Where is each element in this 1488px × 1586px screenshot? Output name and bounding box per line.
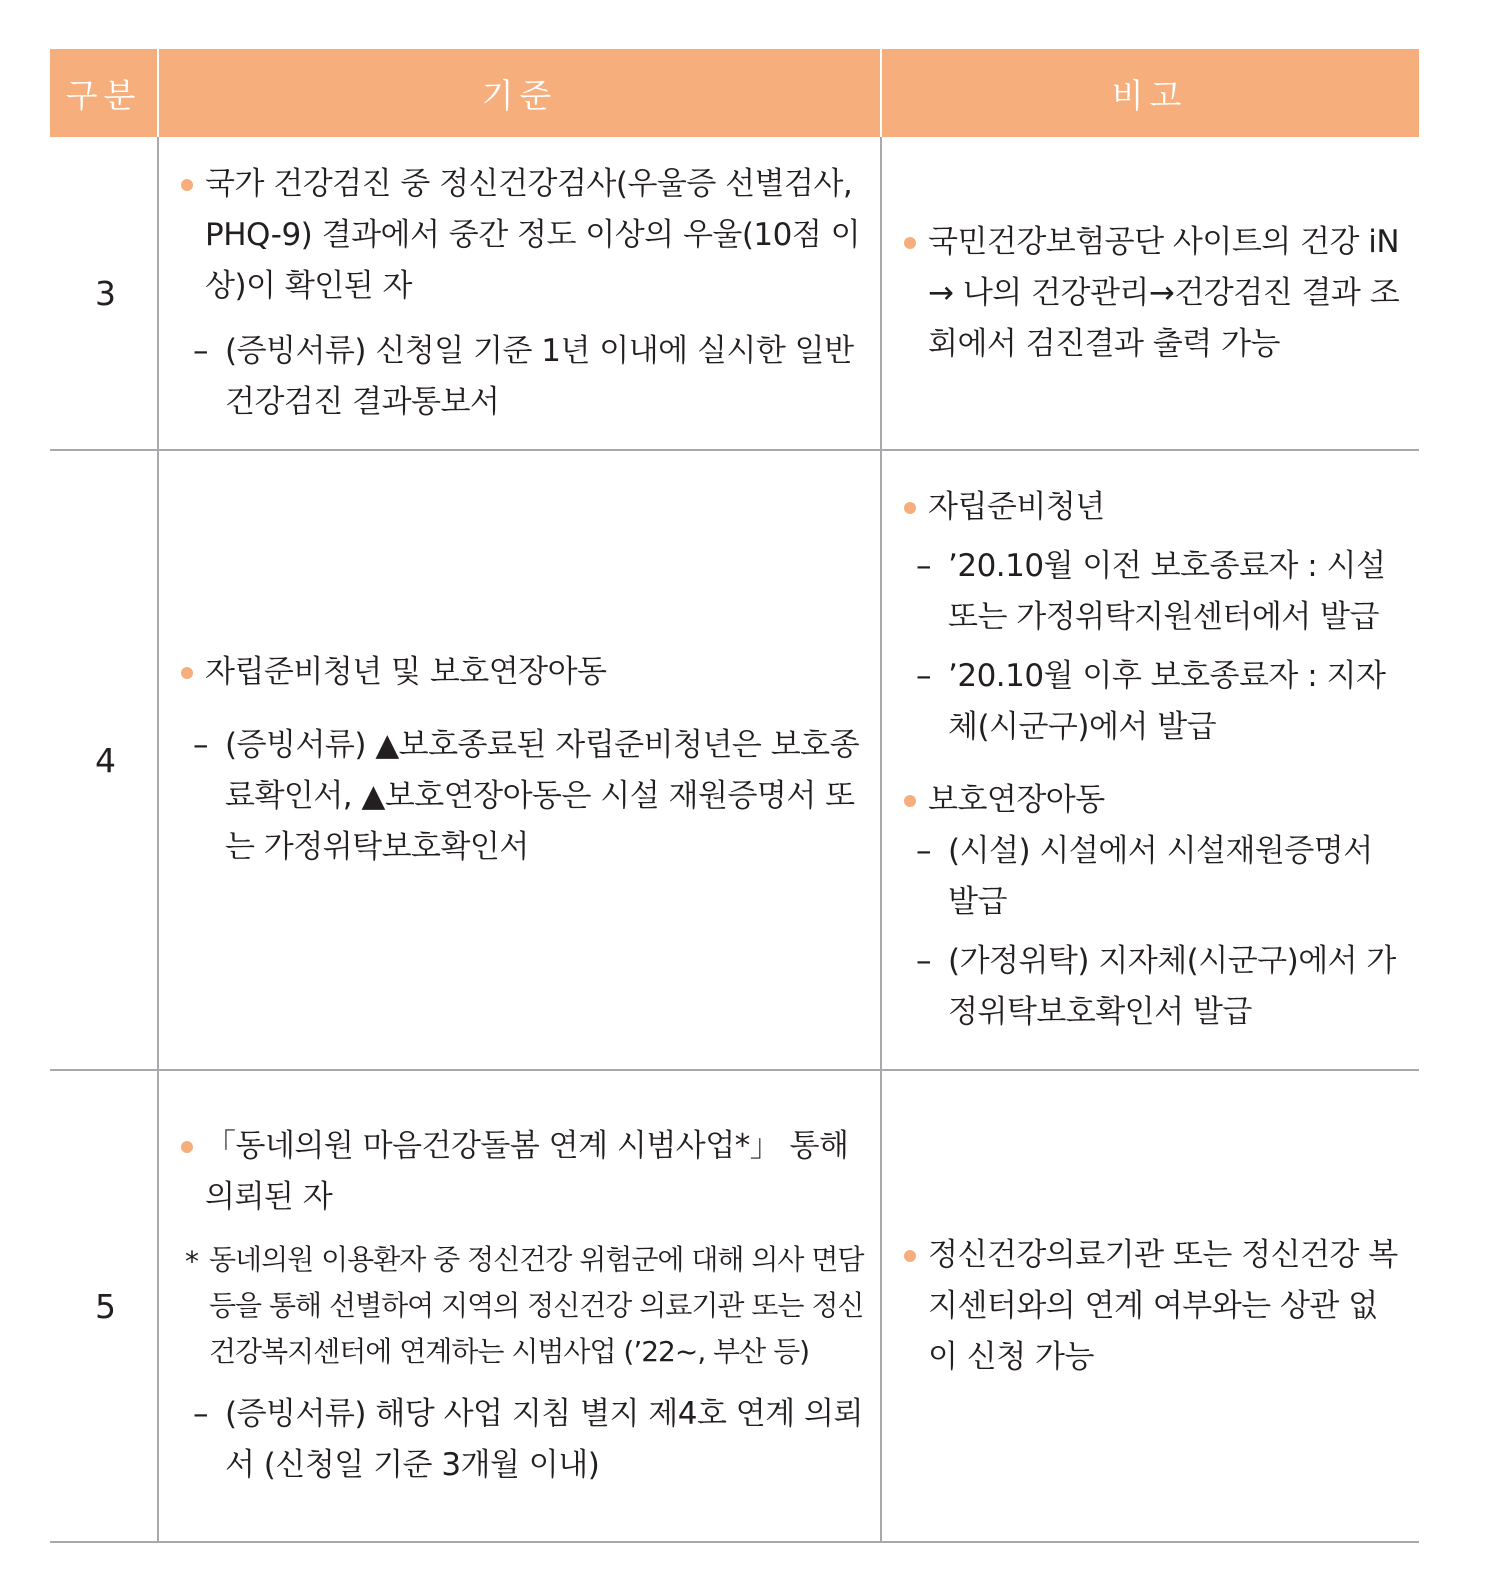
- row-number: 3: [95, 273, 116, 313]
- dash-text: (증빙서류) ▲보호종료된 자립준비청년은 보호종료확인서, ▲보호연장아동은 시설 재원증명서 또는 가정위탁보호확인서: [225, 727, 860, 865]
- remarks-cell: [880, 137, 1417, 449]
- dash-mark: –: [916, 658, 931, 694]
- table-row: [50, 137, 1419, 451]
- dash-text: ’20.10월 이후 보호종료자 : 지자체(시군구)에서 발급: [948, 658, 1386, 745]
- criteria-table: [50, 49, 1419, 1543]
- criteria-cell: [157, 1071, 880, 1541]
- criteria-bullet: 「동네의원 마음건강돌봄 연계 시범사업*」 통해 의뢰된 자: [179, 1121, 866, 1223]
- remarks-dash: [902, 541, 1403, 643]
- dash-text: (증빙서류) 해당 사업 지침 별지 제4호 연계 의뢰서 (신청일 기준 3개월 이내): [225, 1396, 863, 1483]
- table-row: [50, 451, 1419, 1071]
- dash-mark: –: [916, 943, 931, 979]
- table-row: [50, 1071, 1419, 1543]
- dash-mark: –: [916, 548, 931, 584]
- remarks-dash: [902, 651, 1403, 753]
- dash-text: ’20.10월 이전 보호종료자 : 시설 또는 가정위탁지원센터에서 발급: [948, 548, 1386, 635]
- remarks-cell: [880, 451, 1417, 1069]
- dash-text: (가정위탁) 지자체(시군구)에서 가정위탁보호확인서 발급: [948, 943, 1396, 1030]
- table-header: [50, 49, 1419, 137]
- dash-mark: –: [193, 332, 208, 369]
- remarks-dash: [902, 826, 1403, 928]
- remarks-dash: [902, 936, 1403, 1038]
- criteria-dash: [179, 326, 866, 428]
- criteria-bullet: 국가 건강검진 중 정신건강검사(우울증 선별검사, PHQ-9) 결과에서 중간 정도 이상의 우울(10점 이상)이 확인된 자: [179, 159, 866, 312]
- remarks-cell: [880, 1071, 1417, 1541]
- criteria-dash: [179, 1389, 866, 1491]
- criteria-bullet: 자립준비청년 및 보호연장아동: [179, 647, 866, 698]
- note-text: 동네의원 이용환자 중 정신건강 위험군에 대해 의사 면담 등을 통해 선별하여 지역의 정신건강 의료기관 또는 정신건강복지센터에 연계하는 시범사업 (’22~, 부산 등): [209, 1243, 864, 1368]
- row-number: 5: [95, 1286, 116, 1326]
- remarks-bullet: 보호연장아동: [902, 775, 1403, 826]
- criteria-note: [179, 1237, 866, 1375]
- criteria-cell: [157, 451, 880, 1069]
- header-criteria: 기준: [157, 49, 880, 137]
- dash-mark: –: [916, 833, 931, 869]
- dash-mark: –: [193, 727, 208, 763]
- criteria-dash: [179, 720, 866, 873]
- remarks-bullet: 국민건강보험공단 사이트의 건강 iN → 나의 건강관리→건강검진 결과 조회에서 검진결과 출력 가능: [902, 217, 1403, 370]
- row-number: 4: [95, 740, 116, 780]
- remarks-bullet: 자립준비청년: [902, 482, 1403, 533]
- dash-mark: –: [193, 1396, 208, 1432]
- remarks-bullet: 정신건강의료기관 또는 정신건강 복지센터와의 연계 여부와는 상관 없이 신청 가능: [902, 1230, 1403, 1383]
- dash-text: (시설) 시설에서 시설재원증명서 발급: [948, 833, 1373, 920]
- note-mark: *: [185, 1245, 198, 1278]
- dash-text: (증빙서류) 신청일 기준 1년 이내에 실시한 일반건강검진 결과통보서: [225, 332, 854, 420]
- criteria-cell: [157, 137, 880, 449]
- header-remarks: 비고: [880, 49, 1417, 137]
- header-category: 구분: [65, 75, 142, 115]
